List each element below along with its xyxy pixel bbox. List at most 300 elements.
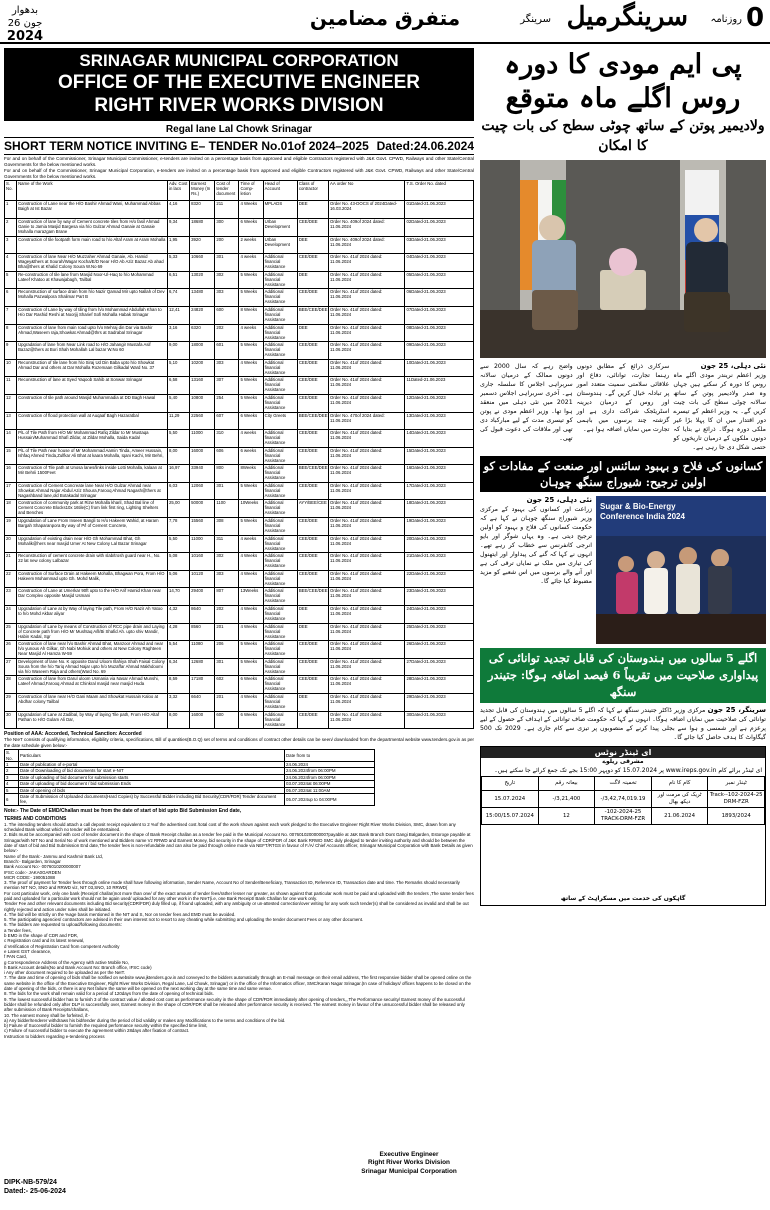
table-cell: CEE/DEE <box>297 447 328 465</box>
table-cell: 18680 <box>190 218 215 236</box>
table-cell: 17Dated-21.06.2023 <box>405 482 474 500</box>
table-cell: 15 <box>5 447 17 465</box>
table-cell: 11080 <box>190 641 215 659</box>
table-cell: Upgradation of existing drain near H/O Gh Mohammad Bhat, Gh Mohalik@hers near masjid Umer At New Colony Lal Bazar Srinagar <box>17 535 168 553</box>
schedule-cell: 5 <box>5 787 19 793</box>
table-cell: Additional financial Assistance <box>263 289 297 307</box>
col-ts: T.S. Order No. dated <box>405 181 474 201</box>
emd-note: Note:- The Date of EMD/Challan must be from the date of start of bid upto Bid Submission End date, <box>4 807 242 814</box>
table-cell: 13160 <box>190 377 215 395</box>
table-cell: 4 weeks <box>239 324 263 342</box>
table-cell: Additional financial Assistance <box>263 359 297 377</box>
table-cell: Order No. 41of 2024 dated: 11.06.2024 <box>329 553 405 571</box>
table-cell: 11,29 <box>168 412 190 430</box>
table-cell: 6640 <box>190 694 215 712</box>
table-cell: Order No. 41of 2024 dated: 11.06.2024 <box>329 430 405 448</box>
terms-item: 3. The proof of payment for Tender fees through online mode shall have following information, Sender Name, Account No of Sender/Beneficiary, Transaction ID, Reference ID, Transaction date and time. The Remarks should necessarily mention NIT NO, SNO and RRWD viz, NIT 03,SNO, 10 RRWD( <box>4 880 460 891</box>
schedule-table-body <box>5 750 375 806</box>
table-cell: 22560 <box>190 412 215 430</box>
tender-notice-line <box>4 137 474 155</box>
ad-org: مشرقی ریلوے <box>602 758 644 765</box>
table-cell: 04Dated-21.06.2023 <box>405 254 474 272</box>
table-cell: 29400 <box>190 588 215 606</box>
table-cell: Upgradation of Lane at by Way of laying Tile path, From H/O Nazir Ah Yatoo to h/o Mohd Akbar aliyar <box>17 606 168 624</box>
table-cell: 8,00 <box>168 447 190 465</box>
table-cell: 5 <box>5 271 17 289</box>
table-cell: Order No. 41of 2024 dated: 11.06.2024 <box>329 447 405 465</box>
table-cell: 5 Weeks <box>239 271 263 289</box>
ad-cell: 15.07.2024 <box>482 791 539 808</box>
terms-item: Instruction to bidders regarding e-tendering process <box>4 1033 105 1039</box>
table-cell: Order No. 41of 2024 dated: 11.06.2024 <box>329 658 405 676</box>
table-cell: 14 <box>5 430 17 448</box>
table-cell: 02Dated-21.06.2023 <box>405 218 474 236</box>
table-cell: CEE/DEE <box>297 482 328 500</box>
table-cell: Order No. 41of 2024 dated: 11.06.2024 <box>329 711 405 729</box>
tender-division: RIGHT RIVER WORKS DIVISION <box>94 95 384 116</box>
col-class: Class of contractor <box>297 181 328 201</box>
table-cell: 301 <box>215 658 239 676</box>
table-cell: DEE <box>297 236 328 254</box>
table-cell: Order No. 409of 2024 dated: 11.06.2024 <box>329 218 405 236</box>
table-cell: 30Dated-21.06.2023 <box>405 711 474 729</box>
table-cell: 26 <box>5 641 17 659</box>
table-cell: Order No. 41of 2024 dated: 11.06.2024 <box>329 289 405 307</box>
ad-col-5: تاریخ <box>482 777 539 791</box>
table-cell: Additional financial Assistance <box>263 606 297 624</box>
lead-subhead: ولادیمیر پوتن کے ساتھ چوٹی سطح کی بات چیت کا امکان <box>481 118 765 154</box>
table-cell: Additional financial Assistance <box>263 694 297 712</box>
masthead-daily: روزنامہ <box>710 14 742 25</box>
table-cell: Additional financial Assistance <box>263 342 297 360</box>
table-cell: 33940 <box>190 465 215 483</box>
ad-cell: 1893/2024 <box>708 808 765 825</box>
tender-notice-number: SHORT TERM NOTICE INVITING E– TENDER No.01of 2024–2025 <box>4 139 369 153</box>
schedule-cell: 3 <box>5 774 19 780</box>
table-cell: Order No. 41of 2024 dated: 11.06.2024 <box>329 623 405 641</box>
col-time: Time of Comp-letion <box>239 181 263 201</box>
table-cell: CEE/DEE <box>297 218 328 236</box>
table-cell: Development of lane No. K opposite Darul Uloom Illahiya Shah Faisal Colony Soura from the h/o Tariq Ahmad Najar upto h/o Muzaffar Ahmad Makhdoomi via h/o Waseem Raja and others(Ward No. 69 <box>17 658 168 676</box>
table-cell: Additional financial Assistance <box>263 588 297 606</box>
sched-col-particulars: Particulars <box>19 750 285 762</box>
table-cell: Order No. 41of 2024 dated: 11.06.2024 <box>329 342 405 360</box>
table-cell: Urban Development <box>263 236 297 254</box>
table-cell: 14,70 <box>168 588 190 606</box>
table-cell: Upgradation of Lane at Zadibal, by Way of laying Tile path, From H/O Altaf Pathan to H/O Gulam Ali Dar, <box>17 711 168 729</box>
table-row <box>5 658 474 676</box>
table-cell: DEE <box>297 324 328 342</box>
table-cell: 27 <box>5 658 17 676</box>
table-cell: Additional financial Assistance <box>263 324 297 342</box>
table-cell: 308 <box>215 518 239 536</box>
lead-story-col-3 <box>480 362 573 452</box>
table-cell: Construction of lane by way of Cement concrete tiles from H/o fasil Ahmad Ganie to Jamia Masjid Bargesa via h/o Gulzar Ahmad Ganaie at Ganaie Mohalla marazgam Brane <box>17 218 168 236</box>
ad-cell: 102-2024-25-Track-DRM-FZR <box>708 791 765 808</box>
weekday: بدھوار <box>11 5 39 16</box>
schedule-cell: Date of publication of e-portal <box>19 762 285 768</box>
table-cell: City Greets <box>263 412 297 430</box>
tender-notice <box>4 48 474 1200</box>
table-cell: Reconstruction of surface drain from h/o Nazir Qamad Mir upto Nallah of Dev Mohalla Pazwalpora Shalimar Part B <box>17 289 168 307</box>
table-cell: 30 <box>5 711 17 729</box>
terms-item: a) Any bidder/tenderer withdraws his bid/tender during the period of bid validity or makes any Modifications to the terms and conditions of the bid. <box>4 1017 286 1023</box>
table-cell: Order No. 470of 2024 dated: 11.06.2024 <box>329 412 405 430</box>
masthead-date <box>4 4 46 43</box>
table-cell: 26Dated-21.06.2023 <box>405 641 474 659</box>
table-row <box>5 711 474 729</box>
table-cell: Order No. 41of 2024 dated: 11.06.2024 <box>329 535 405 553</box>
table-cell: 3,32 <box>168 694 190 712</box>
terms-item: b EMD in the shape of CDR and FDR, <box>4 933 79 939</box>
table-cell: 03Dated-21.06.2023 <box>405 236 474 254</box>
schedule-cell: 6 <box>5 794 19 806</box>
conference-photo <box>596 496 766 644</box>
table-cell: P/L of Tile Path near house of Mr Mohammad Aamin Tinda, Ameer Hussain, Ishfaq Ahmed Tinda,Zulfkar Ali Bhat at kaara Mohalla, Iqani Kachi, Mir Behri, <box>17 447 168 465</box>
table-cell: 13480 <box>190 289 215 307</box>
terms-title: TERMS AND CONDITIONS <box>4 815 67 822</box>
ad-cell: 102-2024-25-TRACK-DRM-FZR <box>595 808 652 825</box>
table-cell: 10660 <box>190 254 215 272</box>
date: 26 جون <box>7 18 43 29</box>
table-cell: 4 Weeks <box>239 553 263 571</box>
table-cell: 13Weeks <box>239 588 263 606</box>
table-cell: Urban Development <box>263 218 297 236</box>
table-cell: 10 <box>5 359 17 377</box>
table-cell: Construction of lane near H/O Gani Maam and Showkat Hussain Kaloo at Abdhar colony Tailbal <box>17 694 168 712</box>
table-cell: 07Dated-21.06.2023 <box>405 306 474 324</box>
table-cell: 7,78 <box>168 518 190 536</box>
ad-table-row <box>482 808 765 825</box>
table-cell: 5,54 <box>168 641 190 659</box>
table-cell: 301 <box>215 254 239 272</box>
table-cell: 607 <box>215 412 239 430</box>
table-cell: 4 Weeks <box>239 201 263 219</box>
table-cell: 2 <box>5 218 17 236</box>
ad-cell: 12 <box>538 808 595 825</box>
table-cell: BEE/CEE/DEE <box>297 588 328 606</box>
schedule-cell: 1 <box>5 762 19 768</box>
table-cell: Additional financial Assistance <box>263 482 297 500</box>
table-cell: CEE/DEE <box>297 518 328 536</box>
table-cell: 16000 <box>190 447 215 465</box>
table-row <box>5 535 474 553</box>
table-cell: 5 Weeks <box>239 482 263 500</box>
ad-cell: ٹریک کی مرمت اور دیکھ بھال <box>651 791 708 808</box>
table-cell: 6 Weeks <box>239 676 263 694</box>
table-cell: 27Dated-21.06.2023 <box>405 658 474 676</box>
terms-item: Bank Account No:- 0076010200000007 <box>4 864 81 870</box>
table-cell: Additional financial Assistance <box>263 641 297 659</box>
tender-office: OFFICE OF THE EXECUTIVE ENGINEER <box>57 72 421 93</box>
table-cell: DEE <box>297 606 328 624</box>
schedule-cell: 4 <box>5 781 19 787</box>
table-cell: Construction of lane from main road upto h/o Mehraj din Dar via Bashir Ahmad,Waseem raja,Showkat Ahmad@thrs at Sadrabal Srinagar <box>17 324 168 342</box>
terms-list <box>4 822 474 1039</box>
section-title: متفرق مضامین <box>309 6 461 30</box>
ad-col-3: تخمینہ لاگت <box>595 777 652 791</box>
energy-headline: اگلے 5 سالوں میں ہندوستان کی قابل تجدید توانائی کی پیداواری صلاحیت میں تقریباً 6 فیصد اضافہ ہوگا: جتیندر سنگھ <box>480 648 766 703</box>
table-row <box>5 465 474 483</box>
col-sno: S. No. <box>5 181 17 201</box>
table-cell: CEE/DEE <box>297 359 328 377</box>
table-cell: CEE/DEE <box>297 676 328 694</box>
terms-item: Branch:- Balgarden, Srinagar <box>4 858 61 864</box>
table-cell: 4 Weeks <box>239 694 263 712</box>
table-cell: 5,50 <box>168 535 190 553</box>
table-cell: 602 <box>215 676 239 694</box>
table-cell: BEE/CEE/DEE <box>297 465 328 483</box>
news-column <box>480 48 766 1200</box>
table-cell: 09Dated-21.06.2023 <box>405 342 474 360</box>
table-cell: 211 <box>215 201 239 219</box>
table-cell: Construction of Lane near the H/O Bashir Ahmad Wani, Muhammad Abbas Baigh at Ist Bazar <box>17 201 168 219</box>
schedule-cell: 24.06.2024 <box>285 762 375 768</box>
terms-item: f PAN Card, <box>4 954 28 960</box>
table-cell: 201 <box>215 694 239 712</box>
table-cell: CEE/DEE <box>297 254 328 272</box>
table-cell: 16,97 <box>168 465 190 483</box>
table-cell: 17 <box>5 482 17 500</box>
lead-headline: پی ایم مودی کا دورہ روس اگلے ماہ متوقع <box>504 49 742 114</box>
tender-intro-1: For and on behalf of the Commissioner, Srinagar Municipal Commissioner, e-tenders are invited on a percentage basis from approved and eligible Contractors registered with J&K Govt. CPWD, Railways and other State/Central Governments for the below mentioned works. <box>4 156 474 167</box>
table-cell: Order No. 41of 2024 dated: 11.06.2024 <box>329 641 405 659</box>
terms-item: d Verification of Registration Card from competent Authority <box>4 943 120 949</box>
terms-item: IFSC code:- JAKA0GARDEN <box>4 869 61 875</box>
table-cell: 4 <box>5 254 17 272</box>
table-row <box>5 201 474 219</box>
table-cell: Construction of lane Near H/O Muzzaher Ahmad Ganaie, Ab. Hamid Wagey&thers at Sourah/Wagar Kocha/E/D Near H/O Ab Aziz Bazaz Ab ahad Bha@thers at Khalid Colony Soura W.No 69 <box>17 254 168 272</box>
table-cell: DEE <box>297 623 328 641</box>
table-cell: Order No. 41of 2024 dated: 11.06.2024 <box>329 271 405 289</box>
table-cell: Additional financial Assistance <box>263 658 297 676</box>
energy-story <box>480 706 766 742</box>
schedule-cell: 2 <box>5 768 19 774</box>
table-cell: 11 <box>5 377 17 395</box>
schedule-cell: 05.07.2024up to 04:00PM <box>285 794 375 806</box>
table-cell: 8,59 <box>168 676 190 694</box>
tender-intro-2: For and on behalf of the Commissioner, Srinagar Municipal Corporation, e-tenders are invited on a percentage basis from approved and eligible Contractors registered with J&K Govt. CPWD, Railways and other State/Central Governments for the below mentioned works. <box>4 168 474 179</box>
table-row <box>5 236 474 254</box>
table-row <box>5 377 474 395</box>
col-name: Name of the Work <box>17 181 168 201</box>
farmers-headline: کسانوں کی فلاح و بہبود سائنس اور صنعت کے مفادات کو اولین ترجیح: شیوراج سنگھ چوہان <box>480 456 766 492</box>
table-cell: 6,34 <box>168 658 190 676</box>
sched-col-sno: S. No. <box>5 750 19 762</box>
table-cell: CEE/DEE <box>297 641 328 659</box>
terms-item: 5. The participating agencies/ contractors are advised in their own interest not to resort to any cheating while submitting and uploading the tender document Fees or any other document. <box>4 917 364 923</box>
table-cell: 6,51 <box>168 271 190 289</box>
terms-item: 6. The bidders are requested to upload/following documents: <box>4 922 122 928</box>
table-cell: 202 <box>215 606 239 624</box>
table-cell: 25,00 <box>168 500 190 518</box>
table-cell: 6,03 <box>168 482 190 500</box>
table-cell: 4 weeks <box>239 535 263 553</box>
table-cell: 24820 <box>190 306 215 324</box>
table-cell: Additional financial Assistance <box>263 711 297 729</box>
table-cell: Additional financial Assistance <box>263 394 297 412</box>
table-cell: 5 Weeks <box>239 394 263 412</box>
lead-story-text-2: سرکاری ذرائع کے مطابق دونوں رہنما تجارت، توانائی، دفاع اور علاقائی سلامتی سمیت متعدد امور پر تبادلہ خیال کریں گے۔ ہندوستان اور روس کے درمیان دیرینہ اسٹریٹجک شراکت داری ہے اور گزشتہ چند برسوں میں باہمی تجارت میں نمایاں اضافہ ہوا ہے۔ <box>576 363 670 433</box>
table-row <box>5 447 474 465</box>
ad-col-1: ٹینڈر نمبر <box>708 777 765 791</box>
table-cell: Additional financial Assistance <box>263 535 297 553</box>
table-cell: 5,10 <box>168 359 190 377</box>
table-cell: Construction of tile footpath form main road to h/o Altaf Aram at Aram Mohalla <box>17 236 168 254</box>
table-cell: Order No. 41of 2024 dated: 11.06.2024 <box>329 676 405 694</box>
table-cell: Order No. 41of 2024 dated: 11.06.2024 <box>329 518 405 536</box>
ad-cell: 3,42,74,019.19/- <box>595 791 652 808</box>
schedule-cell: Date of Submission of Uploaded documents(Hard Copies) by Successful Bidder including Bid Security(CDR/FDR) Tender document fee, <box>19 794 285 806</box>
table-cell: CEE/DEE <box>297 430 328 448</box>
table-cell: 10160 <box>190 553 215 571</box>
tender-org: SRINAGAR MUNICIPAL CORPORATION <box>79 51 399 70</box>
table-cell: 12Dated-21.06.2023 <box>405 394 474 412</box>
schedule-cell: 24.06.2024from 06:00PM <box>285 768 375 774</box>
ad-cell: 15:00/15.07.2024 <box>482 808 539 825</box>
schedule-cell: Date of uploading of bid document for submission starts <box>19 774 285 780</box>
ad-body: ای ٹینڈر برائے کام www.ireps.gov.in پر 15.07.2024 کو دوپہر 15:00 بجے تک جمع کرائے جا سکتے ہیں۔ <box>494 767 762 774</box>
table-cell: 8 Weeks <box>239 306 263 324</box>
table-cell: 06Dated-21.06.2023 <box>405 289 474 307</box>
lead-story-col-1 <box>673 362 766 452</box>
table-cell: 4 weeks <box>239 430 263 448</box>
table-cell: 22Dated-21.06.2023 <box>405 570 474 588</box>
table-cell: 8640 <box>190 606 215 624</box>
table-cell: Construction of Lane at Umerkar 90ft upto to the H/O Arif Hamid Khan near Dar Complex opposite Masjid Usmani <box>17 588 168 606</box>
table-cell: 5,33 <box>168 254 190 272</box>
table-cell: Upgradation of lane from Near Link road to H/O Jahangir Mustafa Asif Bazaz@thers at Bori Shah Mohallah Lal bazar W.No 60 <box>17 342 168 360</box>
lead-story-text-1: وزیر اعظم نریندر مودی اگلے ماہ روس کا دورہ کر سکتے ہیں جہاں وہ صدر ولادیمیر پوتن کے ساتھ سالانہ چوٹی سطح کی بات چیت کریں گے۔ یہ وزیر اعظم کے تیسرے دور اقتدار میں ان کا پہلا بڑا غیر ملکی دورہ ہوگا۔ ذرائع نے بتایا کہ دونوں ملکوں کے درمیان تاریخوں کو حتمی شکل دی جا رہی ہے۔ <box>673 372 766 451</box>
table-row <box>5 394 474 412</box>
table-cell: 23 <box>5 588 17 606</box>
year: 2024 <box>6 29 44 44</box>
table-cell: Order No. 41of 2024 dated: 11.06.2024 <box>329 588 405 606</box>
table-cell: CEE/DEE <box>297 570 328 588</box>
table-row <box>5 218 474 236</box>
table-cell: Construction of tile path around Masjid Muhammadia at DD Bagh Hawal <box>17 394 168 412</box>
table-cell: 200 <box>215 236 239 254</box>
table-cell: DEE <box>297 201 328 219</box>
table-cell: 800 <box>215 465 239 483</box>
energy-dateline: سرینگر، 25 جون <box>707 706 766 714</box>
table-cell: Re-construction of tile lane from Masjid Noor-Ul-Haq to h/o Mohammad Lateef Khatoo at Khawajabagh, Tailbal <box>17 271 168 289</box>
table-cell: 9,34 <box>168 218 190 236</box>
table-cell: Reconstruction of lane at Syed Yaqoob Sahib at Sonwar Srinagar <box>17 377 168 395</box>
col-emd: Earnest Money (In Rs.) <box>190 181 215 201</box>
table-cell: Additional financial Assistance <box>263 623 297 641</box>
table-cell: Order No. 41of 2024 dated: 11.06.2024 <box>329 694 405 712</box>
table-cell: 6 Weeks <box>239 711 263 729</box>
table-cell: 6 Weeks <box>239 218 263 236</box>
table-row <box>5 588 474 606</box>
table-cell: 25Dated-21.06.2023 <box>405 623 474 641</box>
table-cell: CEE/DEE <box>297 553 328 571</box>
table-cell: DEE <box>297 694 328 712</box>
sign-division: Right River Works Division <box>368 1159 450 1167</box>
table-cell: 4 Weeks <box>239 359 263 377</box>
farmers-story-body: زراعت اور کسانوں کی بہبود کے مرکزی وزیر شیوراج سنگھ چوہان نے کہا ہے کہ حکومت کسانوں کی فلاح و بہبود کو اولین ترجیح دیتی ہے۔ وہ یہاں شوگر اور بایو انرجی کانفرنس سے خطاب کر رہے تھے۔ انہوں نے کہا کہ گنے کی پیداوار اور ایتھنول کی تیاری میں ملک نے نمایاں ترقی کی ہے اور آنے والے برسوں میں اس شعبے کو مزید مضبوط کیا جائے گا۔ <box>480 506 592 585</box>
table-cell: 15560 <box>190 518 215 536</box>
table-cell: 17180 <box>190 676 215 694</box>
table-cell: 202 <box>215 324 239 342</box>
ad-col-2: کام کا نام <box>651 777 708 791</box>
table-cell: 2 weeks <box>239 236 263 254</box>
table-cell: 12680 <box>190 658 215 676</box>
table-cell: 10Weeks <box>239 500 263 518</box>
table-cell: 8,00 <box>168 711 190 729</box>
table-cell: 6,58 <box>168 377 190 395</box>
table-cell: 24Dated-21.06.2023 <box>405 606 474 624</box>
table-cell: Order No. 41of 2024 dated: 11.06.2024 <box>329 570 405 588</box>
table-cell: 5,08 <box>168 553 190 571</box>
ad-cell: 21.06.2024 <box>651 808 708 825</box>
table-cell: 18 <box>5 500 17 518</box>
table-cell: 6320 <box>190 324 215 342</box>
table-cell: CEE/DEE <box>297 289 328 307</box>
table-cell: 1 <box>5 201 17 219</box>
table-cell: 10200 <box>190 359 215 377</box>
table-cell: 310 <box>215 430 239 448</box>
table-cell: 3 <box>5 236 17 254</box>
table-row <box>5 641 474 659</box>
table-row <box>5 324 474 342</box>
table-cell: BEE/CEE/DEE <box>297 412 328 430</box>
terms-item: Tender Fee and other relevant documents including Bid security(CDR/FDR) duly filled up, if found uploaded, with any ambiguity or un-attested correction/over writing for any work such tender(s) shall be considered as invalid and shall be out rightly rejected and action under rules shall be initiated. <box>4 901 469 912</box>
table-cell: 15Dated-21.06.2023 <box>405 447 474 465</box>
table-cell: 4,32 <box>168 606 190 624</box>
ad-footer: گاہکوں کی خدمت میں مسکراہٹ کے ساتھ <box>560 895 686 902</box>
table-cell: 18000 <box>190 342 215 360</box>
table-cell: DEE <box>297 271 328 289</box>
table-row <box>5 694 474 712</box>
table-cell: 6 Weeks <box>239 412 263 430</box>
table-cell: CEE/DEE <box>297 535 328 553</box>
terms-item: 7. The date and time of opening of bids shall be notified on website www.jktenders.gov.in and conveyed to the bidders automatically through an E-mail message on their email address, The first responsive bidder shall be opened online on the same website in the office of the Executive Engineer, Right River Works Division, Regal Lane, Lal Chowk, Srinagar) or in the office of the Informatics officer, SMC/Karan Nagar Srinagar.(In case of holidays/ offices happens to be closed on the date of opening of the bids, or there is any Net failure the same will be opened on the next working day at the same time and same venue. <box>4 975 472 992</box>
table-cell: CEE/DEE <box>297 394 328 412</box>
table-cell: 20 <box>5 535 17 553</box>
table-cell: 4,28 <box>168 623 190 641</box>
table-cell: 3920 <box>190 236 215 254</box>
lead-story-text-3: واضح رہے کہ سال 2000 سے دونوں ممالک کے درمیان سالانہ سربراہی اجلاس کا سلسلہ جاری ہے۔ آخری سربراہی اجلاس دسمبر 2021 میں نئی دہلی میں منعقد ہوا تھا۔ وزیر اعظم مودی نے پوتن کو تیسری مدت کے لیے مبارکباد دی تھی اور ملاقات کی دعوت قبول کی تھی۔ <box>480 363 573 442</box>
sched-col-date: Date from to <box>285 750 375 762</box>
table-cell: 21Dated-21.06.2023 <box>405 553 474 571</box>
works-table <box>4 180 474 729</box>
table-cell: Construction of Surface Drain at Hakeem Mohalla, Bhagwan Pora, From H/O Hakeem Mohammad upto Gh. Mohd Malik, <box>17 570 168 588</box>
railway-advertisement <box>480 746 766 906</box>
table-cell: 11000 <box>190 535 215 553</box>
terms-item: 2. Bids must be accompanied with cost of tender document in the shape of Bank Receipt challan as a tender fee paid in the Municipal Account No. 0076010200000007payable at J&K Bank Branch Dont Gangi Balgarden, Estoroge payable at Srinagar/with NIT No and Serial No of work mentioned and Bidders name Vz RRWD and Earnest Money, bid security in the shape of CDR/FDR of J&K Bank RRWD SMC duly pledged to tender inviting authority and should be between the date of start of bid and Bid Submission End date,The tender fees is non-refundable and can also be paid through online mode via NEFT/RTGS in favour of F./A/ Chief Accounts officer, Srinagar Municipal Corporation with Bank Details as given below:- <box>4 832 473 854</box>
table-cell: Order No. 41of 2024 dated: 11.06.2024 <box>329 377 405 395</box>
table-cell: Additional financial Assistance <box>263 430 297 448</box>
table-cell: 10120 <box>190 570 215 588</box>
aaa-position: Position of AAA: Accorded, Technical Sanction: Accorded <box>4 731 142 738</box>
table-cell: Construction of Tile path at Unosa lanes/links inside Lotti Mohalla, kalaan at Mir Behrii 1500Feet <box>17 465 168 483</box>
table-row <box>5 306 474 324</box>
terms-item: c Registration card and its latest renewal, <box>4 938 85 944</box>
table-cell: 1100 <box>215 500 239 518</box>
table-cell: 300 <box>215 218 239 236</box>
terms-item: h Bank Account details(No and Bank Account No: Branch office, IFSC code) <box>4 964 152 970</box>
table-cell: MPLADS <box>263 201 297 219</box>
table-cell: 600 <box>215 711 239 729</box>
table-cell: Construction of flood protection wall at Auqaaf Bagh Hazaratbal <box>17 412 168 430</box>
table-cell: 302 <box>215 553 239 571</box>
ref-number: DIPK-NB-579/24 <box>4 1179 57 1186</box>
table-cell: 14Dated-21.06.2023 <box>405 430 474 448</box>
schedule-table <box>4 749 375 806</box>
table-cell: AYY/BEE/CEE <box>297 500 328 518</box>
